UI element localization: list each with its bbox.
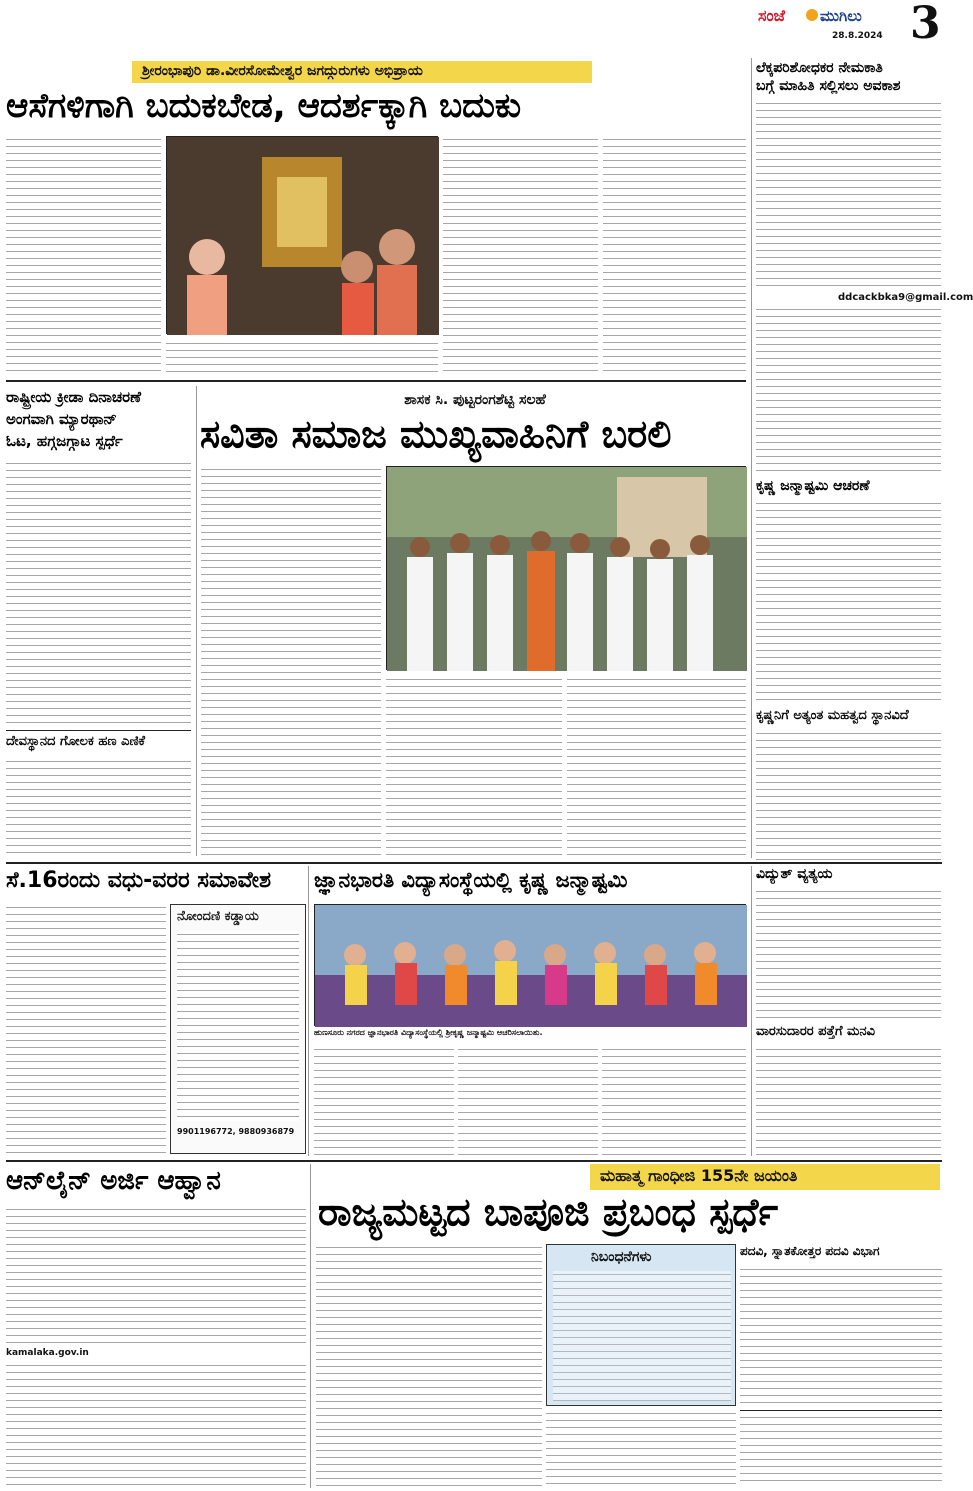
contact-email[interactable]: ddcackbka9@gmail.com (838, 292, 973, 303)
rules-box-body (553, 1271, 731, 1401)
right-col-headline: ಕೃಷ್ಣ ಜನ್ಮಾಷ್ಟಮಿ ಆಚರಣೆ (756, 478, 870, 494)
svg-text:ಮುಗಿಲು: ಮುಗಿಲು (820, 7, 862, 25)
right-col-headline: ಲೆಕ್ಕಪರಿಶೋಧಕರ ನೇಮಕಾತಿ (756, 60, 883, 76)
electricity-headline: ವಿದ್ಯುತ್ ವ್ಯತ್ಯಯ (756, 866, 833, 882)
gnanabharathi-headline: ಜ್ಞಾನಭಾರತಿ ವಿದ್ಯಾಸಂಸ್ಥೆಯಲ್ಲಿ ಕೃಷ್ಣ ಜನ್ಮಾಷ್ಟಮಿ (314, 868, 628, 892)
rules-box-title: ನಿಬಂಧನೆಗಳು (591, 1249, 652, 1265)
article-body (6, 460, 191, 724)
article-body (6, 758, 191, 858)
masthead-date: 28.8.2024 (832, 31, 883, 41)
essay-headline: ರಾಜ್ಯಮಟ್ಟದ ಬಾಪೂಜಿ ಪ್ರಬಂಧ ಸ್ಪರ್ಧೆ (318, 1190, 779, 1234)
sports-headline: ಓಟ, ಹಗ್ಗಜಗ್ಗಾಟ ಸ್ಪರ್ಧೆ (6, 432, 123, 450)
top-headline: ಆಸೆಗಳಿಗಾಗಿ ಬದುಕಬೇಡ, ಆದರ್ಶಕ್ಕಾಗಿ ಬದುಕು (6, 86, 522, 126)
online-url[interactable]: kamalaka.gov.in (6, 1348, 89, 1358)
article-body (756, 1046, 941, 1156)
right-col-headline: ಬಗ್ಗೆ ಮಾಹಿತಿ ಸಲ್ಲಿಸಲು ಅವಕಾಶ (756, 78, 901, 94)
photo-caption: ಹುಣಸೂರು ನಗರದ ಜ್ಞಾನಭಾರತಿ ವಿದ್ಯಾಸಂಸ್ಥೆಯಲ್ಲಿ ಶ್ರೀಕೃಷ್ಣ ಜನ್ಮಾಷ್ಟಮಿ ಆಚರಿಸಲಾಯಿತು. (314, 1028, 543, 1037)
registration-phones: 9901196772, 9880936879 (177, 1127, 295, 1136)
article-body (603, 136, 746, 376)
heir-headline: ವಾರಸುದಾರರ ಪತ್ತೆಗೆ ಮನವಿ (756, 1024, 876, 1039)
article-body (6, 1206, 306, 1346)
article-body (602, 1046, 746, 1156)
rules-box (546, 1244, 736, 1406)
savitha-headline: ಸವಿತಾ ಸಮಾಜ ಮುಖ್ಯವಾಹಿನಿಗೆ ಬರಲಿ (200, 412, 672, 456)
registration-box (170, 904, 306, 1154)
article-body (316, 1244, 542, 1486)
top-kicker: ಶ್ರೀರಂಭಾಪುರಿ ಡಾ.ವೀರಸೋಮೇಶ್ವರ ಜಗದ್ಗುರುಗಳು ಅಭಿಪ್ರಾಯ (132, 61, 592, 83)
sports-headline: ರಾಷ್ಟ್ರೀಯ ಕ್ರೀಡಾ ದಿನಾಚರಣೆ (6, 388, 142, 406)
children-krishna-photo (314, 904, 746, 1026)
article-body (386, 676, 562, 856)
article-body (740, 1266, 942, 1406)
savitha-event-photo (386, 466, 746, 670)
savitha-kicker: ಶಾಸಕ ಸಿ. ಪುಟ್ಟರಂಗಶೆಟ್ಟಿ ಸಲಹೆ (404, 392, 546, 408)
sports-headline: ಅಂಗವಾಗಿ ಮ್ಯಾರಥಾನ್ (6, 410, 117, 428)
article-body (756, 888, 941, 1018)
article-body (6, 1362, 306, 1486)
ceremony-photo (166, 136, 438, 334)
temple-headline: ದೇವಸ್ಥಾನದ ಗೋಲಕ ಹಣ ಎಣಿಕೆ (6, 734, 146, 749)
article-body (314, 1046, 454, 1156)
article-body (6, 904, 166, 1154)
article-body (756, 500, 941, 700)
degree-headline: ಪದವಿ, ಸ್ನಾತಕೋತ್ತರ ಪದವಿ ವಿಭಾಗ (740, 1244, 880, 1258)
masthead (750, 0, 945, 50)
article-body (201, 466, 381, 856)
article-body (756, 730, 941, 860)
online-headline: ಆನ್‌ಲೈನ್ ಅರ್ಜಿ ಆಹ್ವಾನ (6, 1166, 221, 1196)
article-body (458, 1046, 598, 1156)
marriage-headline: ಸೆ.16ರಂದು ವಧು-ವರರ ಸಮಾವೇಶ (6, 868, 272, 893)
masthead-logo (756, 4, 876, 26)
registration-box-body (177, 931, 299, 1121)
article-body (6, 136, 161, 376)
article-body (546, 1410, 736, 1486)
page-number: 3 (910, 0, 941, 49)
registration-box-title: ನೋಂದಣಿ ಕಡ್ಡಾಯ (177, 909, 259, 924)
article-body (567, 676, 746, 856)
article-body (166, 340, 438, 376)
article-body (756, 100, 941, 290)
krishna-law-headline: ಕೃಷ್ಣನಿಗೆ ಅತ್ಯಂತ ಮಹತ್ವದ ಸ್ಥಾನವಿದೆ (756, 708, 909, 723)
gandhi-kicker: ಮಹಾತ್ಮ ಗಾಂಧೀಜಿ 155ನೇ ಜಯಂತಿ (590, 1164, 940, 1190)
article-body (756, 306, 941, 476)
article-body (740, 1414, 942, 1486)
article-body (443, 136, 598, 376)
svg-text:ಸಂಜೆ: ಸಂಜೆ (758, 6, 785, 25)
